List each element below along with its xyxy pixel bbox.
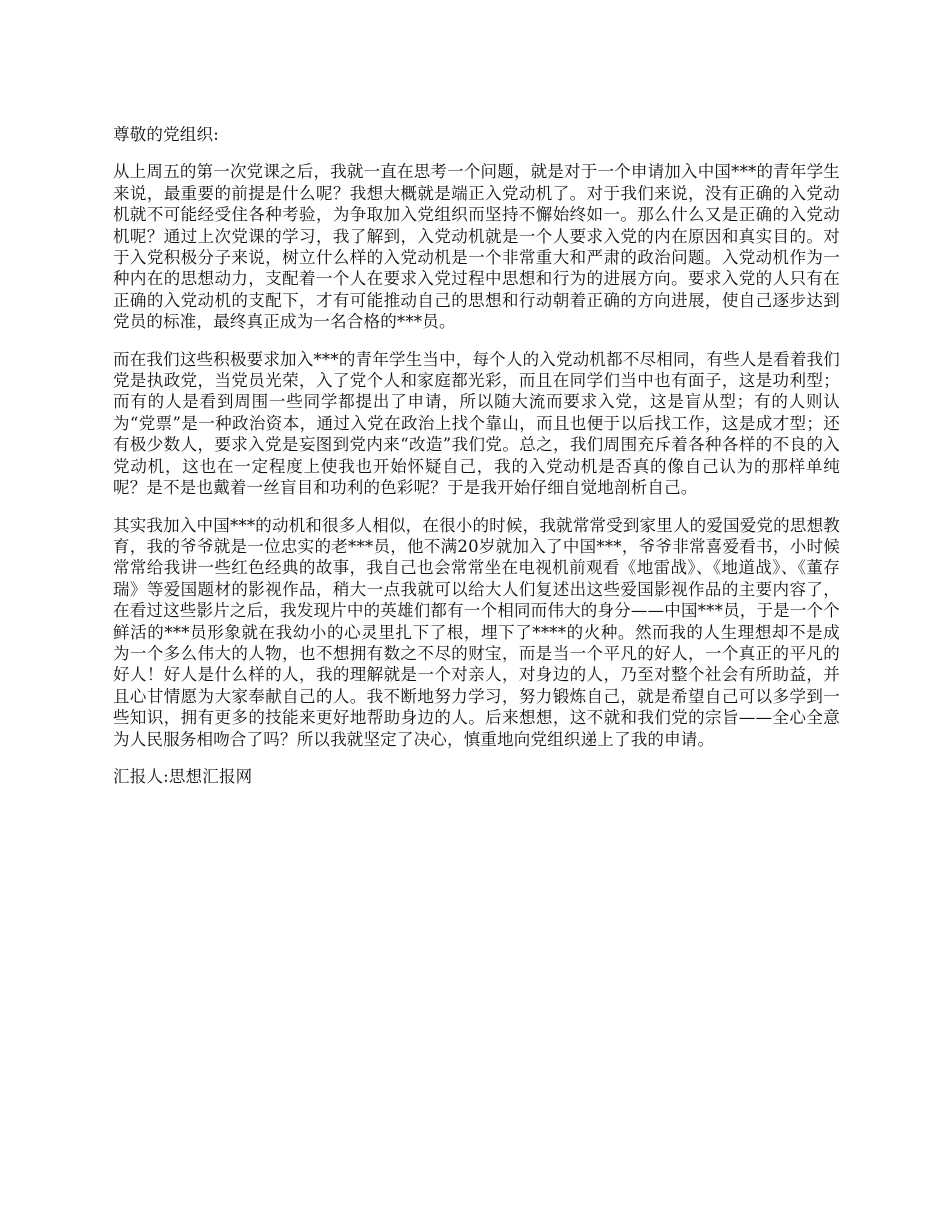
salutation: 尊敬的党组织: [113, 125, 219, 144]
paragraph-2: 而在我们这些积极要求加入***的青年学生当中，每个人的入党动机都不尽相同，有些人是看着我们党是执政党，当党员光荣，入了党个人和家庭都光彩，而且在同学们当中也有面子，这是功利型；而有的人是看到周围一些同学都提出了申请，所以随大流而要求入党，这是盲从型；有的人则认为“党票”是一种政治资本，通过入党在政治上找个靠山，而且也便于以后找工作，这是成才型；还有极少数人，要求入党是妄图到党内来“改造”我们党。总之，我们周围充斥着各种各样的不良的入党动机，这也在一定程度上使我也开始怀疑自己，我的入党动机是否真的像自己认为的那样单纯呢？是不是也戴着一丝盲目和功利的色彩呢？于是我开始仔细自觉地剖析自己。 [113, 349, 840, 498]
paragraph-1: 从上周五的第一次党课之后，我就一直在思考一个问题，就是对于一个申请加入中国***的青年学生来说，最重要的前提是什么呢？我想大概就是端正入党动机了。对于我们来说，没有正确的入党动机就不可能经受住各种考验，为争取加入党组织而坚持不懈始终如一。那么什么又是正确的入党动机呢？通过上次党课的学习，我了解到，入党动机就是一个人要求入党的内在原因和真实目的。对于入党积极分子来说，树立什么样的入党动机是一个非常重大和严肃的政治问题。入党动机作为一种内在的思想动力，支配着一个人在要求入党过程中思想和行为的进展方向。要求入党的人只有在正确的入党动机的支配下，才有可能推动自己的思想和行动朝着正确的方向进展，使自己逐步达到党员的标准，最终真正成为一名合格的***员。 [113, 162, 840, 332]
letter-body [113, 124, 840, 787]
signature: 汇报人:思想汇报网 [113, 766, 253, 786]
paragraph-3: 其实我加入中国***的动机和很多人相似，在很小的时候，我就常常受到家里人的爱国爱党的思想教育，我的爷爷就是一位忠实的老***员，他不满20岁就加入了中国***，爷爷非常喜爱看书，小时候常常给我讲一些红色经典的故事，我自己也会常常坐在电视机前观看《地雷战》、《地道战》、《董存瑞》等爱国题材的影视作品，稍大一点我就可以给大人们复述出这些爱国影视作品的主要内容了，在看过这些影片之后，我发现片中的英雄们都有一个相同而伟大的身分——中国***员，于是一个个鲜活的***员形象就在我幼小的心灵里扎下了根，埋下了****的火种。然而我的人生理想却不是成为一个多么伟大的人物，也不想拥有数之不尽的财宝，而是当一个平凡的好人，一个真正的平凡的好人！好人是什么样的人，我的理解就是一个对亲人，对身边的人，乃至对整个社会有所助益，并且心甘情愿为大家奉献自己的人。我不断地努力学习，努力锻炼自己，就是希望自己可以多学到一些知识，拥有更多的技能来更好地帮助身边的人。后来想想，这不就和我们党的宗旨——全心全意为人民服务相吻合了吗？所以我就坚定了决心，慎重地向党组织递上了我的申请。 [113, 515, 840, 749]
